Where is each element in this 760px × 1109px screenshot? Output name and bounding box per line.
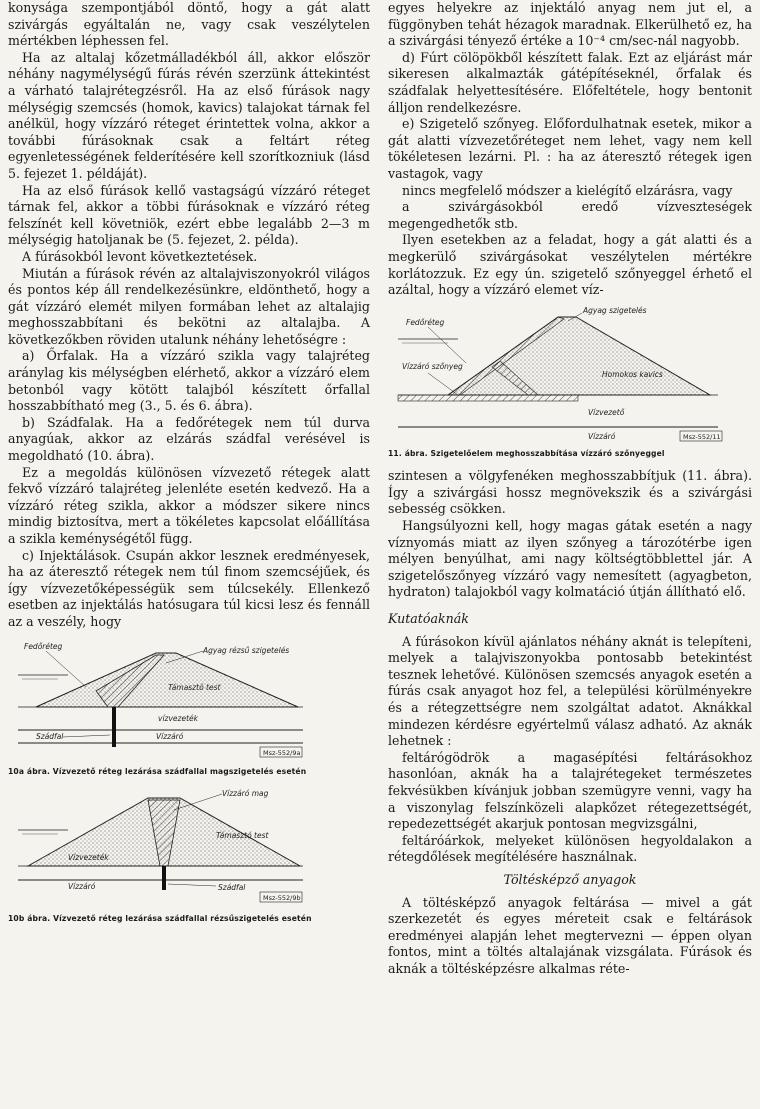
fig10a-label-szadfal: Szádfal (36, 731, 64, 741)
paragraph: e) Szigetelő szőnyeg. Előfordulhatnak esetek, mikor a gát alatti vízvezetőréteget nem lehet, vagy nem kell tökéletesen lezárni. Pl. : ha az áteresztő rétegek igen vastagok, vagy (388, 116, 752, 181)
fig11-label-agyag: Agyag szigetelés (583, 305, 647, 315)
fig10a-label-vizzaro: Vízzáró (156, 731, 184, 741)
paragraph: Hangsúlyozni kell, hogy magas gátak esetén a nagy víznyomás miatt az ilyen szőnyeg a tározótérbe igen mélyen benyúlhat, ami nagy költségtöbblettel jár. A szigetelőszőnyeg vízzáró vagy nemesített (agyagbeton, hydraton) talajokból vagy kolmatáció útján állítható elő. (388, 518, 752, 600)
paragraph: feltárógödrök a magasépítési feltárásokhoz hasonlóan, aknák ha a talajrétegeket természetes fekvésükben kívánjuk jobban szemügyre venni, vagy ha a viszonylag felszínközeli alapkőzet rétegezettségét, repedezettségét akarjuk pontosan megvizsgálni, (388, 749, 752, 832)
paragraph: Ilyen esetekben az a feladat, hogy a gát alatti és a megkerülő szivárgásokat veszélytelen mértékre korlátozzuk. Ez egy ún. szigetelő szőnyeggel érhető el azáltal, hogy a vízzáró elemet víz- (388, 232, 752, 298)
figure-10a-drawing (8, 635, 308, 763)
figure-10b-drawing (8, 786, 308, 910)
paragraph: Ha az első fúrások kellő vastagságú vízzáró réteget tárnak fel, akkor a többi fúrásoknak e vízzáró réteg felszínét kell követniök, ezért ebbe legalább 2—3 m mélységig hatoljanak be (5. fejezet, 2. példa). (8, 182, 370, 248)
right-paragraphs-kutato (388, 634, 752, 866)
fig10b-label-vizzaro: Vízzáró (68, 882, 96, 892)
fig10b-code: Msz-552/9b (263, 894, 301, 903)
fig10b-label-vizvezetek: Vízvezeték (68, 853, 109, 863)
paragraph: b) Szádfalak. Ha a fedőrétegek nem túl durva anyagúak, akkor az elzárás szádfal verésével is megoldható (10. ábra). (8, 414, 370, 464)
paragraph: Miután a fúrások révén az altalajviszonyokról világos és pontos kép áll rendelkezésünkre, eldönthető, hogy a gát vízzáró elemét milyen formában lehet az altalajig meghosszabbítani és bekötni az altalajba. A következőkben röviden utalunk néhány lehetőségre : (8, 265, 370, 347)
right-column (388, 0, 752, 978)
figure-10b-caption: 10b ábra. Vízvezető réteg lezárása szádfallal rézsűszigetelés esetén (8, 914, 312, 924)
figure-10a (8, 635, 370, 781)
paragraph: feltáróárkok, melyeket különösen hegyoldalakon a rétegdőlések megítélésére használnak. (388, 832, 752, 865)
paragraph: nincs megfelelő módszer a kielégítő elzárásra, vagy (402, 182, 733, 198)
fig11-code: Msz-552/11 (683, 432, 721, 441)
fig10a-label-vizvezetek: vízvezeték (158, 713, 198, 723)
paragraph: konysága szempontjából döntő, hogy a gát alatt szivárgás egyáltalán ne, vagy csak veszélytelen mértékben léphessen fel. (8, 0, 370, 49)
right-paragraphs-mid (388, 468, 752, 601)
paragraph: egyes helyekre az injektáló anyag nem jut el, a függönyben tehát hézagok maradnak. Elkerülhető ez, ha a szivárgási tényező értéke a 10⁻⁴ cm/sec-nál nagyobb. (388, 0, 752, 49)
figure-11-caption: 11. ábra. Szigetelőelem meghosszabbítása vízzáró szőnyeggel (388, 448, 665, 458)
fig10a-label-fedoreteg: Fedőréteg (24, 641, 63, 651)
heading-kutatoaknak: Kutatóaknák (388, 611, 469, 627)
figure-10a-caption: 10a ábra. Vízvezető réteg lezárása szádfallal magszigetelés esetén (8, 766, 307, 776)
fig11-label-homokos: Homokos kavics (602, 369, 663, 379)
fig11-label-fedoreteg: Fedőréteg (406, 317, 445, 327)
paragraph: Ez a megoldás különösen vízvezető rétegek alatt fekvő vízzáró talajréteg jelenléte esetén kedvező. Ha a vízzáró réteg szikla, akkor a módszer sikere nincs mindig biztosítva, mert a tökéletes kapcsolat előállítása a szikla keménységétől függ. (8, 464, 370, 546)
paragraph: a) Őrfalak. Ha a vízzáró szikla vagy talajréteg aránylag kis mélységben elérhető, akkor a vízzáró elem betonból vagy kötött talajból készített őrfallal hosszabbítható meg (3., 5. és 6. ábra). (8, 348, 370, 414)
right-paragraphs-top (388, 0, 752, 299)
figure-11 (388, 303, 752, 463)
figure-10b (8, 786, 370, 928)
paragraph: A fúrásokból levont következtetések. (22, 248, 258, 264)
paragraph: szintesen a völgyfenéken meghosszabbítjuk (11. ábra). Így a szivárgási hossz megnövekszik és a szivárgási sebesség csökken. (388, 468, 752, 517)
fig10a-label-tamaszto: Támasztó test (168, 682, 221, 692)
fig10b-label-szadfal: Szádfal (218, 883, 246, 893)
fig10a-label-agyag: Agyag rézsű szigetelés (203, 645, 290, 655)
fig11-label-vizzaro-szonyeg: Vízzáró szőnyeg (402, 361, 463, 371)
fig10b-label-tamaszto: Támasztó test (216, 831, 269, 841)
fig10a-code: Msz-552/9a (263, 748, 301, 757)
left-paragraphs (8, 0, 370, 631)
paragraph: A töltésképző anyagok feltárása — mivel a gát szerkezetét és egyes méreteit csak e feltárások eredményei alapján lehet megtervezni — éppen olyan fontos, mint a töltés altalajának vizsgálata. Fúrások és aknák a töltésképzésre alkalmas réte- (388, 894, 752, 976)
heading-tolteskepzo: Töltésképző anyagok (503, 871, 637, 887)
fig11-label-vizzaro: Vízzáró (588, 431, 616, 441)
paragraph: a szivárgásokból eredő vízveszteségek megengedhetők stb. (388, 199, 752, 231)
paragraph: c) Injektálások. Csupán akkor lesznek eredményesek, ha az áteresztő rétegek nem túl finom szemcséjűek, és így vízvezetőképességük sem túlcsekély. Ellenkező esetben az injektálás hatósugara túl kicsi lesz és fennáll az a veszély, hogy (8, 547, 370, 629)
paragraph: Ha az altalaj kőzetmálladékból áll, akkor először néhány nagymélységű fúrás révén szerzünk áttekintést a várható talajrétegzésről. Ha az első fúrások nagy mélységig szemcsés (homok, kavics) talajokat tárnak fel anélkül, hogy vízzáró réteget érintettek volna, akkor a további fúrásoknak csak a feltárt réteg egyenletességének felderítésére kell szorítkozniuk (lásd 5. fejezet 1. példáját). (8, 49, 370, 181)
fig11-label-vizvezeto: Vízvezető (588, 407, 625, 417)
paragraph: A fúrásokon kívül ajánlatos néhány aknát is telepíteni, melyek a talajviszonyokba pontosabb betekintést tesznek lehetővé. Különösen szemcsés anyagok esetén a fúrás csak anyagot hoz fel, a települési körülményekre és a rétegzettségre nem szolgáltat adatot. Aknákkal mindezen kérdésre egyértelmű válasz adható. Az aknák lehetnek : (388, 633, 752, 749)
paragraph: d) Fúrt cölöpökből készített falak. Ezt az eljárást már sikeresen alkalmazták gátépítéseknél, őrfalak és szádfalak helyettesítésére. Előfeltétele, hogy bentonit álljon rendelkezésre. (388, 49, 752, 115)
figure-11-drawing (388, 303, 728, 445)
right-paragraphs-tolteskepzo (388, 895, 752, 978)
left-column (8, 0, 370, 934)
fig10b-label-vizzaro-mag: Vízzáró mag (222, 789, 269, 799)
